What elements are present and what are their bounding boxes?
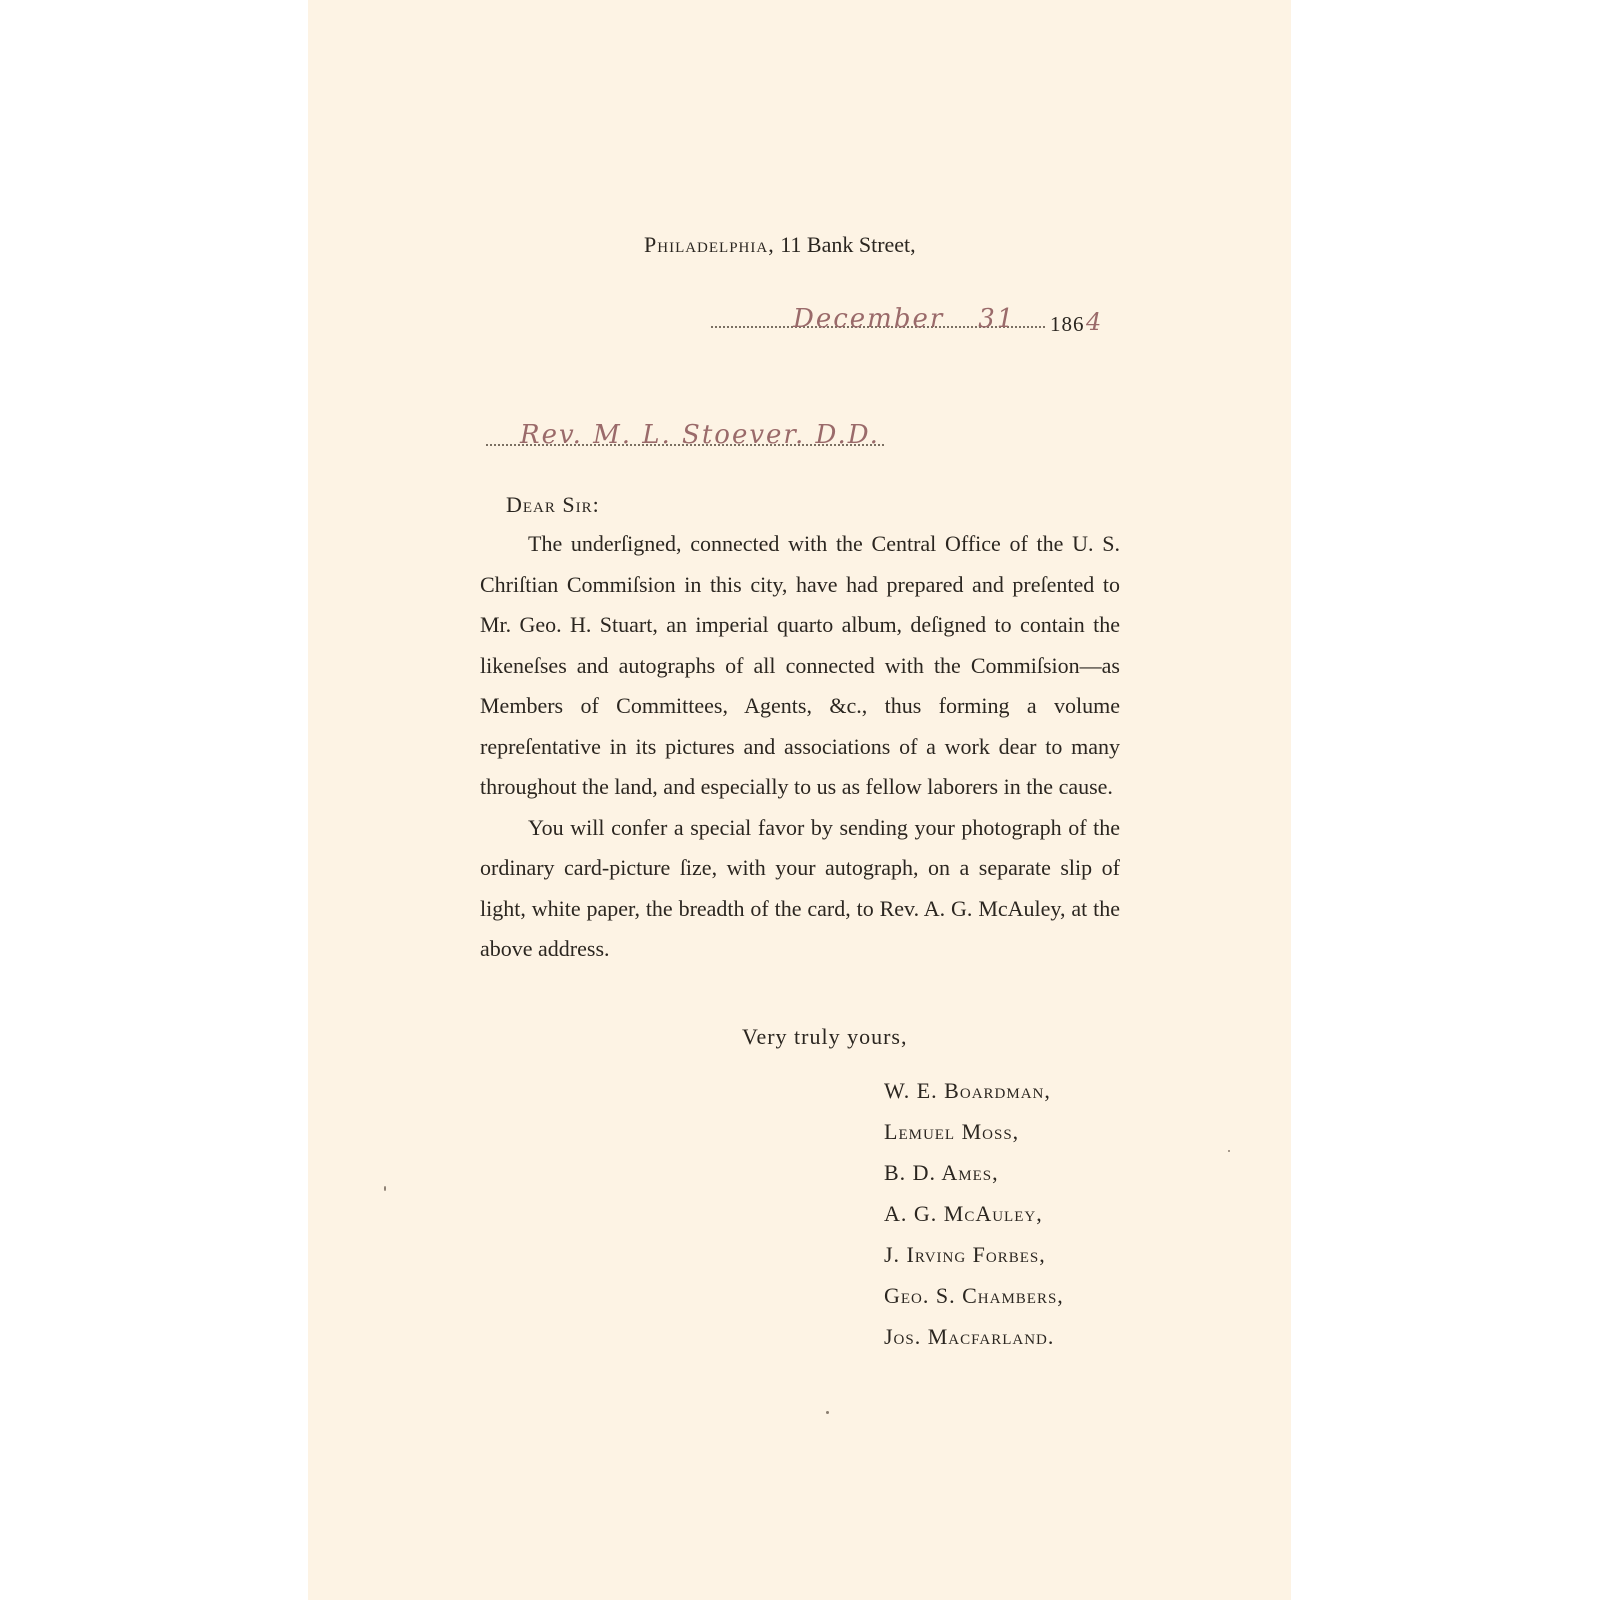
paper-speck bbox=[384, 1186, 386, 1191]
signer-name: Lemuel Moss, bbox=[884, 1119, 1020, 1144]
printed-year-prefix: 186 bbox=[1050, 312, 1085, 336]
date-line bbox=[711, 304, 1067, 334]
paper-speck bbox=[1228, 1150, 1230, 1152]
handwritten-year-digit: 4 bbox=[1086, 308, 1104, 336]
recipient-line bbox=[486, 420, 884, 452]
letterhead-city: Philadelphia, bbox=[644, 232, 775, 257]
letterhead-street: 11 Bank Street, bbox=[780, 232, 916, 257]
handwritten-recipient: Rev. M. L. Stoever. D.D. bbox=[520, 420, 880, 450]
handwritten-day: 31 bbox=[978, 304, 1016, 334]
letterhead-address bbox=[644, 232, 916, 258]
signer-name: B. D. Ames, bbox=[884, 1160, 999, 1185]
signer-name: Geo. S. Chambers, bbox=[884, 1283, 1064, 1308]
salutation: Dear Sir: bbox=[506, 492, 600, 517]
signer-name: A. G. McAuley, bbox=[884, 1201, 1043, 1226]
closing: Very truly yours, bbox=[742, 1024, 908, 1049]
signer-name: Jos. Macfarland. bbox=[884, 1324, 1055, 1349]
signer-name: J. Irving Forbes, bbox=[884, 1242, 1046, 1267]
handwritten-date bbox=[793, 304, 1015, 334]
body-paragraph: You will confer a special favor by sending your photograph of the ordinary card-picture ſize, with your autograph, on a separate slip of light, white paper, the breadth of the card, to Rev. A. G. McAuley, at the above address. bbox=[480, 814, 1120, 961]
signer-list bbox=[884, 1070, 1064, 1357]
letter-body bbox=[480, 524, 1120, 970]
signer-name: W. E. Boardman, bbox=[884, 1078, 1051, 1103]
handwritten-month: December bbox=[793, 304, 945, 334]
letter-page bbox=[308, 0, 1291, 1600]
paper-speck bbox=[826, 1411, 829, 1414]
body-paragraph: The underſigned, connected with the Central Office of the U. S. Chriſtian Commiſsion in this city, have had prepared and preſented to Mr. Geo. H. Stuart, an imperial quarto album, deſigned to contain the likeneſses and autographs of all connected with the Commiſsion—as Members of Committees, Agents, &c., thus forming a volume repreſentative in its pictures and associations of a work dear to many throughout the land, and especially to us as fellow laborers in the cause. bbox=[480, 531, 1120, 799]
